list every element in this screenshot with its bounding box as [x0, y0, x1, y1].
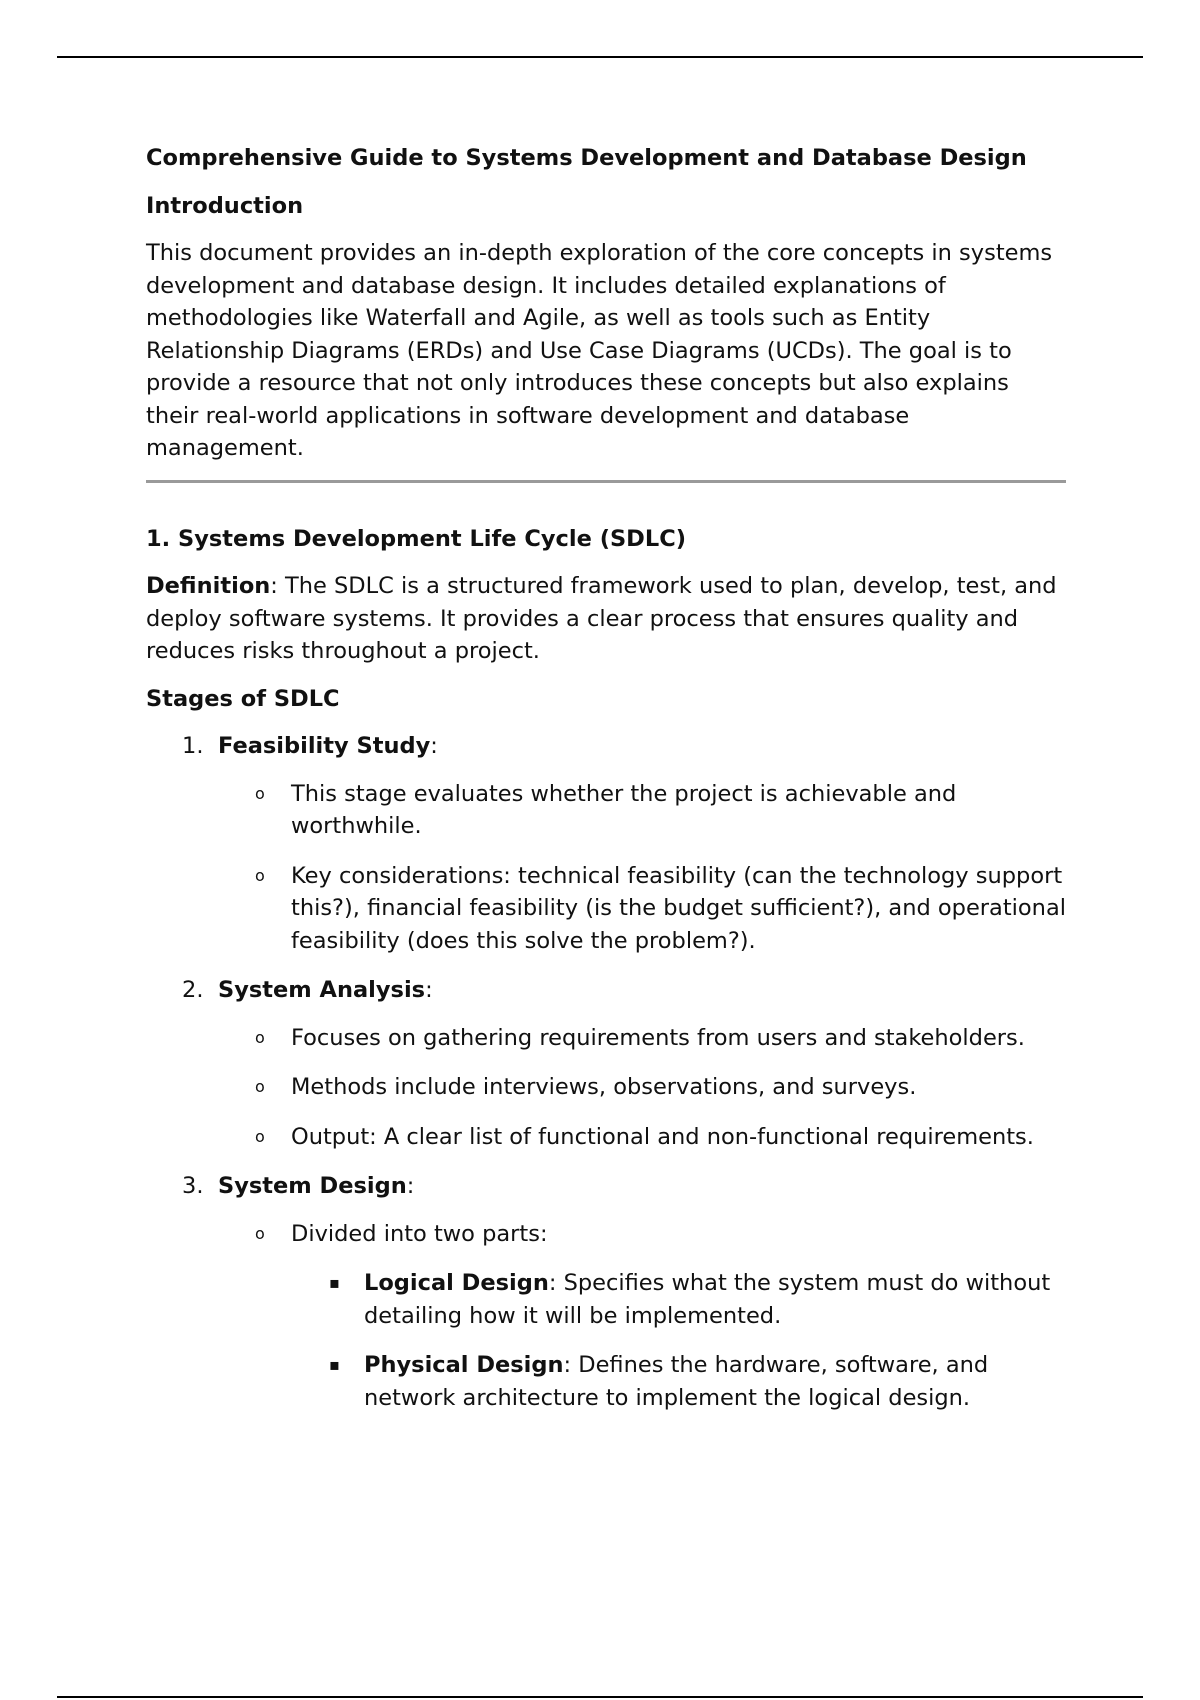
list-item	[146, 1071, 1066, 1104]
bullet-marker: o	[255, 783, 265, 803]
stage-number: 1.	[182, 733, 204, 759]
stage-title: System Analysis	[218, 977, 426, 1003]
list-item	[146, 860, 1066, 958]
stage-number: 3.	[182, 1173, 204, 1199]
list-item-text: Divided into two parts:	[291, 1220, 548, 1247]
list-item-text: Methods include interviews, observations, and surveys.	[291, 1074, 917, 1100]
list-item	[146, 1022, 1066, 1055]
square-bullet-marker: ▪	[329, 1273, 340, 1292]
intro-heading: Introduction	[146, 192, 304, 219]
list-item-text: This stage evaluates whether the project is achievable and worthwhile.	[291, 780, 957, 839]
document-title: Comprehensive Guide to Systems Development and Database Design	[146, 145, 1027, 171]
stage-number: 2.	[182, 977, 204, 1003]
nested-item-text: : Specifies what the system must do without detailing how it will be implemented.	[364, 1270, 1051, 1329]
bottom-rule	[57, 1696, 1143, 1698]
section-divider	[146, 480, 1066, 483]
bullet-marker: o	[255, 865, 265, 885]
list-item-text: Focuses on gathering requirements from users and stakeholders.	[291, 1024, 1025, 1051]
stage-suffix: :	[430, 733, 438, 759]
list-item-text: Key considerations: technical feasibility (can the technology support this?), financial feasibility (is the budget sufficient?), and operational feasibility (does this solve the problem?).	[291, 862, 1066, 954]
definition-text: : The SDLC is a structured framework used to plan, develop, test, and deploy software systems. It provides a clear process that ensures quality and reduces risks throughout a project.	[146, 573, 1057, 664]
stages-heading: Stages of SDLC	[146, 685, 340, 712]
bullet-marker: o	[255, 1027, 265, 1047]
list-item	[146, 778, 1066, 843]
list-item-text: Output: A clear list of functional and non-functional requirements.	[291, 1123, 1034, 1150]
definition-paragraph	[146, 570, 1066, 668]
definition-label: Definition	[146, 573, 271, 599]
nested-item-label: Physical Design	[364, 1352, 564, 1378]
nested-item-text: : Defines the hardware, software, and network architecture to implement the logical design.	[364, 1352, 989, 1411]
stage-title: Feasibility Study	[218, 733, 431, 759]
stage-suffix: :	[406, 1173, 415, 1199]
stage-suffix: :	[425, 977, 433, 1003]
bullet-marker: o	[255, 1223, 265, 1243]
section1-heading: 1. Systems Development Life Cycle (SDLC)	[146, 525, 686, 552]
bullet-marker: o	[255, 1077, 265, 1096]
bullet-marker: o	[255, 1126, 265, 1146]
nested-list-item	[146, 1349, 1066, 1414]
top-rule	[57, 56, 1143, 58]
square-bullet-marker: ▪	[329, 1355, 340, 1374]
list-item	[146, 1121, 1066, 1154]
stage-item	[146, 1170, 1066, 1203]
stage-title: System Design	[218, 1173, 407, 1199]
stage-item	[146, 974, 1066, 1007]
nested-item-label: Logical Design	[364, 1270, 549, 1296]
stage-item	[146, 730, 1066, 763]
document-body	[146, 142, 1066, 1431]
intro-paragraph: This document provides an in-depth exploration of the core concepts in systems development and database design. It includes detailed explanations of methodologies like Waterfall and Agile, as well as tools such as Entity Relationship Diagrams (ERDs) and Use Case Diagrams (UCDs). The goal is to provide a resource that not only introduces these concepts but also explains their real-world applications in software development and database management.	[146, 240, 1053, 461]
list-item	[146, 1218, 1066, 1251]
nested-list-item	[146, 1267, 1066, 1332]
